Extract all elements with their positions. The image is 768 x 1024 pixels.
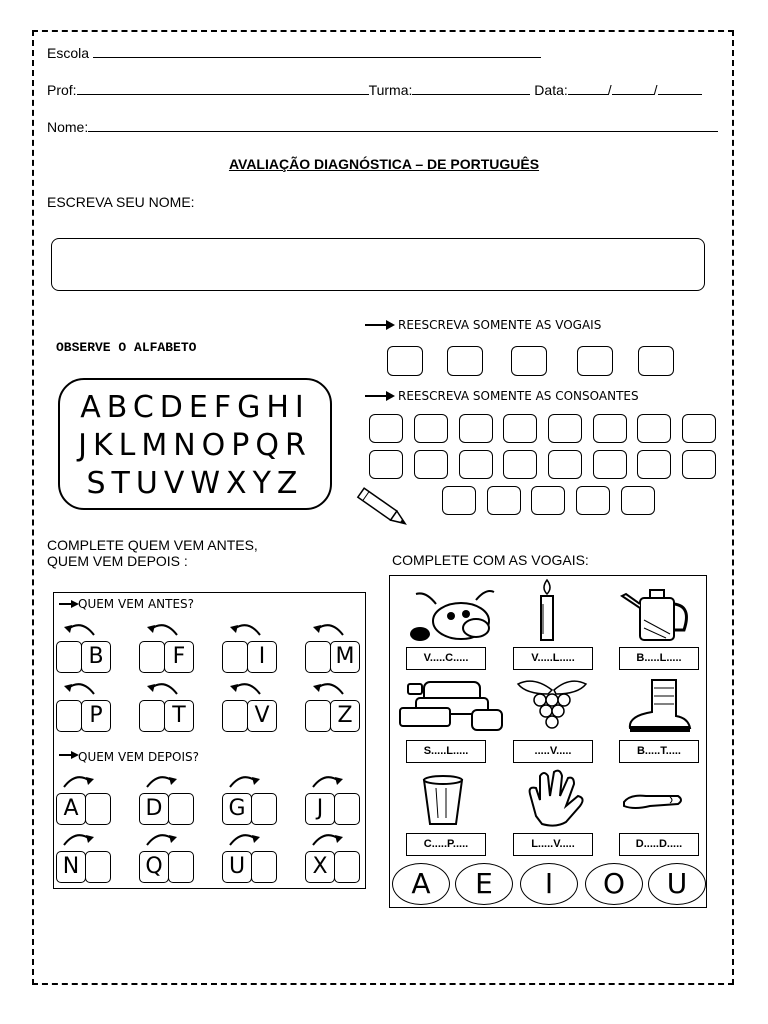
- curved-arrow-left-icon: [228, 619, 264, 637]
- consonant-answer-box[interactable]: [459, 450, 493, 479]
- after-heading: QUEM VEM DEPOIS?: [78, 750, 199, 764]
- curved-arrow-right-icon: [226, 771, 262, 789]
- page-title: AVALIAÇÃO DIAGNÓSTICA – DE PORTUGUÊS: [228, 156, 540, 172]
- consonant-answer-box[interactable]: [531, 486, 565, 515]
- consonant-answer-box[interactable]: [548, 414, 582, 443]
- answer-cell[interactable]: [139, 700, 165, 732]
- consonant-answer-box[interactable]: [369, 450, 403, 479]
- nome-row: [47, 118, 718, 135]
- prof-label: Prof:: [47, 82, 77, 98]
- vowel-answer-box[interactable]: [511, 346, 547, 376]
- glove-icon: [516, 766, 592, 832]
- date-separator: /: [607, 82, 612, 98]
- answer-cell[interactable]: [85, 851, 111, 883]
- consonant-answer-box[interactable]: [503, 450, 537, 479]
- alphabet-heading: OBSERVE O ALFABETO: [56, 340, 197, 355]
- consonant-answer-box[interactable]: [576, 486, 610, 515]
- candle-icon: [534, 578, 560, 644]
- vowel-answer-box[interactable]: [447, 346, 483, 376]
- letter-cell: F: [164, 641, 194, 673]
- vowel-circle: A: [392, 863, 450, 905]
- prof-field[interactable]: [77, 81, 369, 95]
- letter-cell: T: [164, 700, 194, 732]
- consonant-answer-box[interactable]: [414, 414, 448, 443]
- word-fill-box[interactable]: V.....L.....: [513, 647, 593, 670]
- answer-cell[interactable]: [56, 700, 82, 732]
- before-after-heading: COMPLETE QUEM VEM ANTES,: [47, 537, 258, 553]
- curved-arrow-left-icon: [311, 678, 347, 696]
- grapes-icon: [512, 676, 592, 736]
- letter-cell: N: [56, 851, 86, 883]
- answer-cell[interactable]: [222, 641, 248, 673]
- letter-cell: M: [330, 641, 360, 673]
- consonants-heading: REESCREVA SOMENTE AS CONSOANTES: [398, 389, 639, 403]
- word-fill-box[interactable]: L.....V.....: [513, 833, 593, 856]
- answer-cell[interactable]: [251, 793, 277, 825]
- month-field[interactable]: [612, 81, 654, 95]
- arrow-right-icon: [58, 598, 80, 610]
- sofa-icon: [394, 676, 506, 736]
- letter-cell: I: [247, 641, 277, 673]
- word-fill-box[interactable]: D.....D.....: [619, 833, 699, 856]
- name-box[interactable]: [51, 238, 705, 291]
- prof-row: [47, 81, 702, 98]
- word-fill-box[interactable]: .....V.....: [513, 740, 593, 763]
- curved-arrow-right-icon: [143, 771, 179, 789]
- answer-cell[interactable]: [56, 641, 82, 673]
- curved-arrow-left-icon: [228, 678, 264, 696]
- word-fill-box[interactable]: V.....C.....: [406, 647, 486, 670]
- write-name-label: ESCREVA SEU NOME:: [47, 194, 195, 210]
- cup-icon: [418, 774, 468, 828]
- data-label: Data:: [534, 82, 568, 98]
- vowel-fill-heading: COMPLETE COM AS VOGAIS:: [392, 552, 589, 568]
- letter-cell: J: [305, 793, 335, 825]
- vowel-circle: U: [648, 863, 706, 905]
- consonant-answer-box[interactable]: [637, 414, 671, 443]
- nome-field[interactable]: [88, 118, 718, 132]
- answer-cell[interactable]: [334, 793, 360, 825]
- curved-arrow-left-icon: [62, 619, 98, 637]
- word-fill-box[interactable]: B.....T.....: [619, 740, 699, 763]
- curved-arrow-right-icon: [226, 829, 262, 847]
- letter-cell: P: [81, 700, 111, 732]
- escola-label: Escola: [47, 45, 90, 61]
- before-heading: QUEM VEM ANTES?: [78, 597, 195, 611]
- before-after-heading: QUEM VEM DEPOIS :: [47, 553, 188, 569]
- answer-cell[interactable]: [305, 641, 331, 673]
- boot-icon: [622, 676, 694, 736]
- consonant-answer-box[interactable]: [459, 414, 493, 443]
- curved-arrow-left-icon: [145, 619, 181, 637]
- consonant-answer-box[interactable]: [637, 450, 671, 479]
- vowel-answer-box[interactable]: [638, 346, 674, 376]
- word-fill-box[interactable]: C.....P.....: [406, 833, 486, 856]
- word-fill-box[interactable]: S.....L.....: [406, 740, 486, 763]
- letter-cell: D: [139, 793, 169, 825]
- consonant-answer-box[interactable]: [682, 414, 716, 443]
- consonant-answer-box[interactable]: [682, 450, 716, 479]
- curved-arrow-left-icon: [62, 678, 98, 696]
- answer-cell[interactable]: [222, 700, 248, 732]
- answer-cell[interactable]: [139, 641, 165, 673]
- vowels-heading: REESCREVA SOMENTE AS VOGAIS: [398, 318, 602, 332]
- letter-cell: V: [247, 700, 277, 732]
- curved-arrow-right-icon: [309, 771, 345, 789]
- consonant-answer-box[interactable]: [593, 414, 627, 443]
- vowel-circle: I: [520, 863, 578, 905]
- alphabet-row: ABCDEFGHI: [80, 390, 310, 425]
- consonant-answer-box[interactable]: [548, 450, 582, 479]
- letter-cell: U: [222, 851, 252, 883]
- answer-cell[interactable]: [168, 851, 194, 883]
- turma-label: Turma:: [368, 82, 413, 98]
- turma-field[interactable]: [412, 81, 530, 95]
- before-after-frame: [53, 592, 366, 889]
- letter-cell: A: [56, 793, 86, 825]
- alphabet-row: STUVWXYZ: [86, 466, 304, 501]
- vowel-circle: E: [455, 863, 513, 905]
- curved-arrow-right-icon: [60, 771, 96, 789]
- consonant-answer-box[interactable]: [621, 486, 655, 515]
- consonant-answer-box[interactable]: [369, 414, 403, 443]
- day-field[interactable]: [568, 81, 608, 95]
- letter-cell: G: [222, 793, 252, 825]
- arrow-right-icon: [364, 389, 396, 403]
- consonant-answer-box[interactable]: [503, 414, 537, 443]
- letter-cell: Q: [139, 851, 169, 883]
- nome-label: Nome:: [47, 119, 89, 135]
- vowel-answer-box[interactable]: [577, 346, 613, 376]
- escola-field[interactable]: [93, 44, 541, 58]
- finger-icon: [620, 788, 686, 818]
- consonant-answer-box[interactable]: [442, 486, 476, 515]
- curved-arrow-right-icon: [309, 829, 345, 847]
- letter-cell: B: [81, 641, 111, 673]
- year-field[interactable]: [658, 81, 702, 95]
- answer-cell[interactable]: [85, 793, 111, 825]
- answer-cell[interactable]: [334, 851, 360, 883]
- curved-arrow-right-icon: [143, 829, 179, 847]
- letter-cell: Z: [330, 700, 360, 732]
- vowel-circle: O: [585, 863, 643, 905]
- vowel-fill-frame: [389, 575, 707, 908]
- date-separator: /: [653, 82, 658, 98]
- answer-cell[interactable]: [305, 700, 331, 732]
- vowel-answer-box[interactable]: [387, 346, 423, 376]
- escola-row: [47, 44, 541, 61]
- consonant-answer-box[interactable]: [487, 486, 521, 515]
- answer-cell[interactable]: [168, 793, 194, 825]
- alphabet-row: JKLMNOPQR: [78, 428, 312, 463]
- answer-cell[interactable]: [251, 851, 277, 883]
- consonant-answer-box[interactable]: [414, 450, 448, 479]
- arrow-right-icon: [364, 318, 396, 332]
- curved-arrow-left-icon: [145, 678, 181, 696]
- letter-cell: X: [305, 851, 335, 883]
- pencil-icon: [352, 484, 416, 534]
- cow-icon: [406, 586, 496, 646]
- curved-arrow-right-icon: [60, 829, 96, 847]
- word-fill-box[interactable]: B.....L.....: [619, 647, 699, 670]
- curved-arrow-left-icon: [311, 619, 347, 637]
- consonant-answer-box[interactable]: [593, 450, 627, 479]
- arrow-right-icon: [58, 749, 80, 761]
- teapot-icon: [618, 584, 696, 644]
- alphabet-box: [58, 378, 332, 510]
